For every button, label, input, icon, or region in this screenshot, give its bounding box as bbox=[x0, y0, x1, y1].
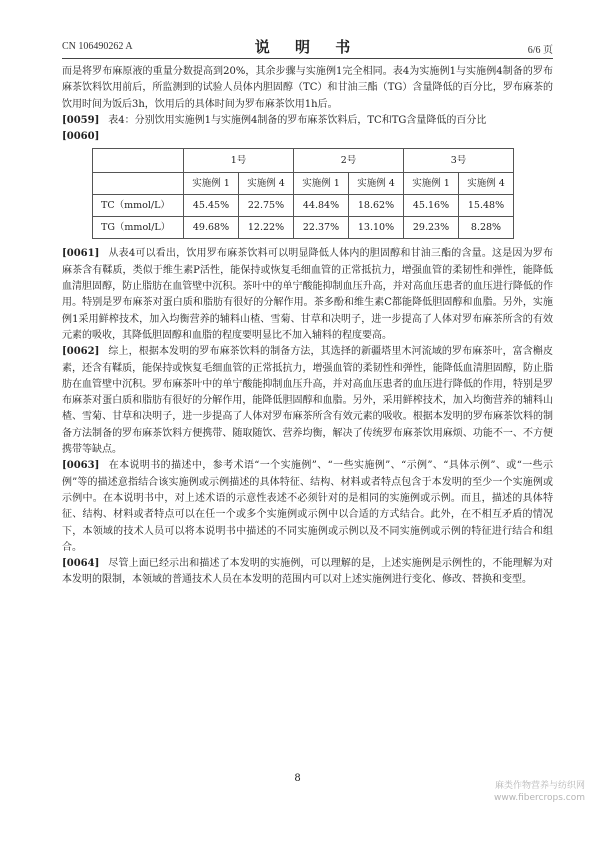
table-subheader-row bbox=[93, 173, 514, 195]
paragraph-text: 尽管上面已经示出和描述了本发明的实施例，可以理解的是，上述实施例是示例性的，不能理解为对本发明的限制，本领域的普通技术人员在本发明的范围内可以对上述实施例进行变化、修改、替换和变型。 bbox=[62, 558, 553, 586]
header-rule bbox=[62, 58, 553, 59]
page-number: 8 bbox=[294, 773, 301, 784]
table-subheader: 实施例 4 bbox=[349, 173, 404, 195]
watermark-line: 麻类作物营养与纺织网 bbox=[494, 781, 585, 791]
paragraph-0061 bbox=[62, 246, 553, 344]
table-cell: 15.48% bbox=[459, 195, 514, 217]
document-title: 说 明 书 bbox=[254, 38, 361, 56]
table-corner-cell bbox=[93, 173, 184, 195]
paragraph-text: 表4：分别饮用实施例1与实施例4制备的罗布麻茶饮料后，TC和TG含量降低的百分比 bbox=[108, 114, 487, 126]
results-table-wrapper bbox=[92, 148, 553, 239]
paragraph-text: 在本说明书的描述中，参考术语“一个实施例”、“一些实施例”、“示例”、“具体示例”、或“一些示例”等的描述意指结合该实施例或示例描述的具体特征、结构、材料或者特点包含于本发明的至少一个实施例或示例中。在本说明书中，对上述术语的示意性表述不必须针对的是相同的实施例或示例。而且，描述的具体特征、结构、材料或者特点可以在任一个或多个实施例或示例中以合适的方式结合。此外，在不相互矛盾的情况下，本领域的技术人员可以将本说明书中描述的不同实施例或示例以及不同实施例或示例的特征进行结合和组合。 bbox=[62, 460, 553, 553]
table-cell: 8.28% bbox=[459, 217, 514, 239]
paragraph-text: 从表4可以看出，饮用罗布麻茶饮料可以明显降低人体内的胆固醇和甘油三酯的含量。这是因为罗布麻茶含有鞣质，类似于维生素P活性，能保持或恢复毛细血管的正常抵抗力，增强血管的柔韧性和弹性，能降低血清胆固醇，防止脂肪在血管壁中沉积。茶叶中的单宁酸能抑制血压升高，并对高血压患者的血压进行降低的作用。特别是罗布麻茶对蛋白质和脂肪有很好的分解作用。茶多酚和维生素C都能降低胆固醇和血脂。另外，实施例1采用鲜榨技术，加入均衡营养的辅料山楂、雪菊、甘草和决明子，进一步提高了人体对罗布麻茶所含的有效元素的吸收，其降低胆固醇和血脂的程度要明显比不加入辅料的程度要高。 bbox=[62, 248, 553, 341]
table-group-header-row bbox=[93, 149, 514, 173]
table-group-header: 1号 bbox=[184, 149, 294, 173]
table-cell: 44.84% bbox=[294, 195, 349, 217]
paragraph-text: 综上，根据本发明的罗布麻茶饮料的制备方法，其选择的新疆塔里木河流域的罗布麻茶叶，富含槲皮素，还含有鞣质，能保持或恢复毛细血管的正常抵抗力，增强血管的柔韧性和弹性，能降低血清胆固醇，防止脂肪在血管壁中沉积。罗布麻茶叶中的单宁酸能抑制血压升高，并对高血压患者的血压进行降低的作用，特别是罗布麻茶对蛋白质和脂肪有很好的分解作用，能降低胆固醇和血脂。另外，采用鲜榨技术，加入均衡营养的辅料山楂、雪菊、甘草和决明子，进一步提高了人体对罗布麻茶所含有效元素的吸收。根据本发明的罗布麻茶饮料的制备方法制备的罗布麻茶饮料方便携带、随取随饮、营养均衡，解决了传统罗布麻茶饮用麻烦、功能不一、不方便携带等缺点。 bbox=[62, 346, 553, 456]
table-cell: 22.37% bbox=[294, 217, 349, 239]
paragraph-number: [0064] bbox=[62, 558, 100, 570]
table-cell: 18.62% bbox=[349, 195, 404, 217]
table-subheader: 实施例 4 bbox=[459, 173, 514, 195]
table-cell: 49.68% bbox=[184, 217, 239, 239]
intro-paragraph: 而是将罗布麻原液的重量分数提高到20%，其余步骤与实施例1完全相同。表4为实施例1与实施例4制备的罗布麻茶饮料饮用前后，所监测到的试验人员体内胆固醇（TC）和甘油三酯（TG）含量降低的百分比，罗布麻茶的饮用时间为饭后3h，饮用后的具体时间为罗布麻茶饮用1h后。 bbox=[62, 66, 553, 110]
table-cell: 45.45% bbox=[184, 195, 239, 217]
table-row-label: TC（mmol/L） bbox=[93, 195, 184, 217]
table-cell: 45.16% bbox=[404, 195, 459, 217]
table-subheader: 实施例 4 bbox=[239, 173, 294, 195]
table-group-header: 3号 bbox=[404, 149, 514, 173]
table-subheader: 实施例 1 bbox=[184, 173, 239, 195]
table-cell: 13.10% bbox=[349, 217, 404, 239]
document-body bbox=[62, 64, 553, 589]
table-cell: 12.22% bbox=[239, 217, 294, 239]
paragraph-0060 bbox=[62, 129, 553, 145]
table-row bbox=[93, 195, 514, 217]
results-table bbox=[92, 148, 514, 239]
table-row bbox=[93, 217, 514, 239]
table-group-header: 2号 bbox=[294, 149, 404, 173]
paragraph-number: [0059] bbox=[62, 114, 100, 126]
table-corner-cell bbox=[93, 149, 184, 173]
table-row-label: TG（mmol/L） bbox=[93, 217, 184, 239]
paragraph-number: [0062] bbox=[62, 346, 100, 358]
paragraph-0064 bbox=[62, 556, 553, 589]
paragraph-0059 bbox=[62, 113, 553, 129]
table-cell: 29.23% bbox=[404, 217, 459, 239]
paragraph-number: [0061] bbox=[62, 248, 100, 260]
publication-number: CN 106490262 A bbox=[62, 41, 133, 52]
table-subheader: 实施例 1 bbox=[294, 173, 349, 195]
page-header bbox=[62, 38, 553, 56]
watermark-line: www.fibercrops.com bbox=[494, 793, 585, 803]
paragraph-number: [0060] bbox=[62, 131, 100, 143]
table-subheader: 实施例 1 bbox=[404, 173, 459, 195]
site-watermark bbox=[494, 780, 585, 804]
table-cell: 22.75% bbox=[239, 195, 294, 217]
paragraph-0062 bbox=[62, 344, 553, 458]
paragraph-number: [0063] bbox=[62, 460, 100, 472]
page-counter: 6/6 页 bbox=[527, 45, 553, 56]
paragraph-0063 bbox=[62, 458, 553, 556]
